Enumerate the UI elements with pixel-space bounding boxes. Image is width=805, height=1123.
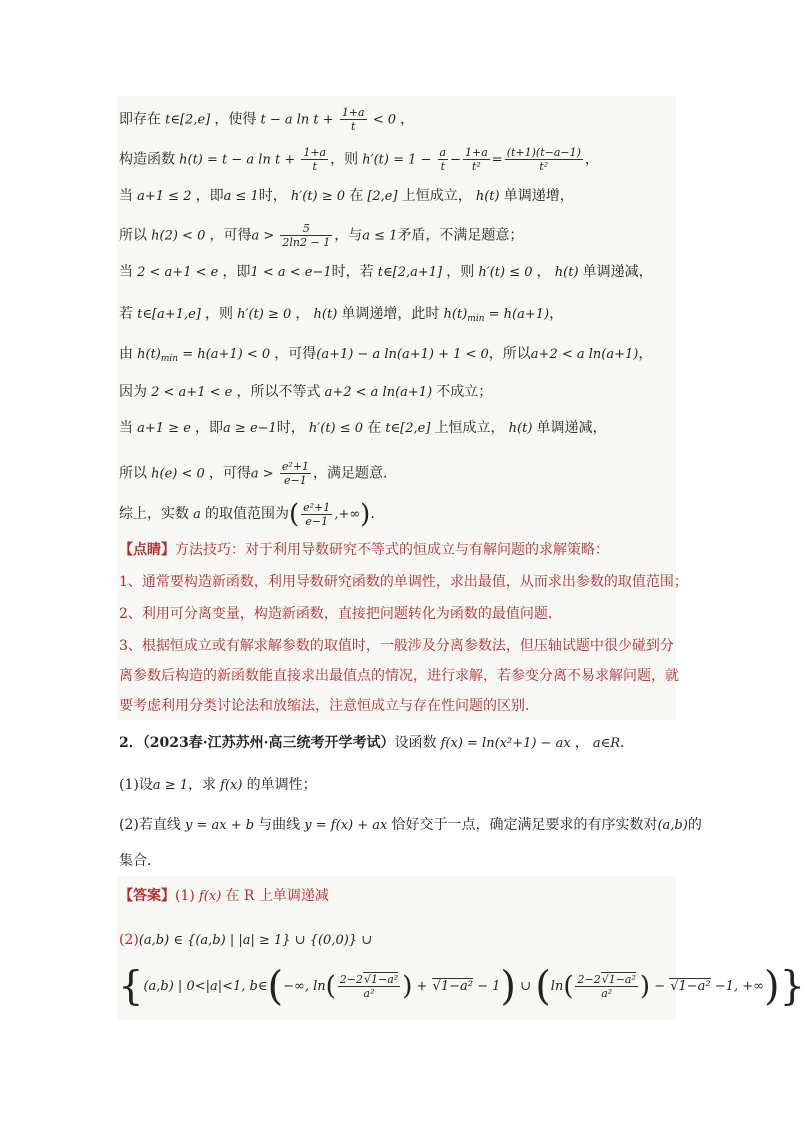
solution-line-7: 由 $h(t)_{min} = h(a+1) < 0$ ，可得(a+1) − a ln(a+1) + 1 < 0，所以a+2 < a ln(a+1)， [119,346,653,364]
tip-intro: 【点睛】方法技巧：对于利用导数研究不等式的恒成立与有解问题的求解策略： [119,542,609,558]
problem-stem: 2．（2023春·江苏苏州·高三统考开学考试）设函数 f(x) = ln(x²+1) − ax ， a∈R． [119,735,635,751]
tip-point-2: 2、利用可分离变量，构造新函数，直接把问题转化为函数的最值问题． [119,606,562,622]
solution-line-4: 所以 h(2) < 0 ，可得a > $\frac{5}{2\ln 2 - 1}$ ，与a ≤ 1矛盾，不满足题意； [119,222,524,249]
solution-line-3: 当 a+1 ≤ 2 ，即a ≤ 1时， h′(t) ≥ 0 在 [2,e] 上恒成立， h(t) 单调递增， [119,188,574,204]
question-2: (2)若直线 y = ax + b 与曲线 y = f(x) + ax 恰好交于一点，确定满足要求的有序实数对(a,b)的 [119,817,702,833]
solution-line-1: 即存在 t∈[2,e] ，使得 t − a ln t + $\frac{1+a}{t}$ < 0 ， [119,106,415,133]
solution-line-2: 构造函数 h(t) = t − a ln t + $\frac{1+a}{t}$ ，则 h′(t) = 1 − $\frac{a}{t}$ − $\frac{1+a}{\text{t²}}$ = $\frac{(t+1)(t-a-1)}{\text{t²}}$ ， [119,146,599,173]
solution-line-6: 若 t∈[a+1,e] ，则 h′(t) ≥ 0 ， h(t) 单调递增，此时 $h(t)_{min} = h(a+1)$， [119,306,564,324]
problem-source: （2023春·江苏苏州·高三统考开学考试） [142,735,395,751]
problem-number: 2． [119,735,143,751]
answer-label: 【答案】 [119,888,175,904]
question-2-cont: 集合． [119,853,161,869]
tip-label: 【点睛】 [119,542,175,558]
tip-point-1: 1、通常要构造新函数，利用导数研究函数的单调性，求出最值，从而求出参数的取值范围； [119,574,688,590]
solution-line-10: 所以 h(e) < 0 ，可得a > $\frac{\text{e²+1}}{e-1}$ ，满足题意. [119,460,388,487]
answer-2-set: {(a,b) | 0<|a|<1, b∈(−∞, ln( $\frac{\text{2−2√1−a²}}{\text{a²}}$ ) + √1−a² − 1) ∪ (ln( $\frac{\text{2−2√1−a²}}{\text{a²}}$ ) − √1−a² −1, +∞)} [118,963,805,1010]
solution-line-5: 当 2 < a+1 < e ，即1 < a < e−1时，若 t∈[2,a+1] ，则 h′(t) ≤ 0 ， h(t) 单调递减， [119,264,653,280]
solution-conclusion: 综上，实数 a 的取值范围为( $\frac{\text{e²+1}}{e-1}$ ,+∞). [119,499,375,530]
answer-1: 【答案】(1) f(x) 在 R 上单调递减 [119,888,329,904]
question-1: (1)设a ≥ 1，求 f(x) 的单调性； [119,777,317,793]
tip-point-3b: 离参数后构造的新函数能直接求出最值点的情况，进行求解，若参变分离不易求解问题，就 [119,668,679,684]
solution-line-9: 当 a+1 ≥ e ，即a ≥ e−1时， h′(t) ≤ 0 在 t∈[2,e] 上恒成立， h(t) 单调递减， [119,420,607,436]
solution-line-8: 因为 2 < a+1 < e ，所以不等式 a+2 < a ln(a+1) 不成立； [119,384,493,400]
tip-point-3a: 3、根据恒成立或有解求解参数的取值时，一般涉及分离参数法，但压轴试题中很少碰到分 [119,638,674,654]
tip-point-3c: 要考虑利用分类讨论法和放缩法，注意恒成立与存在性问题的区别． [119,698,539,714]
answer-2: (2)(a,b) ∈ {(a,b) | |a| ≥ 1} ∪ {(0,0)} ∪ [119,932,373,948]
